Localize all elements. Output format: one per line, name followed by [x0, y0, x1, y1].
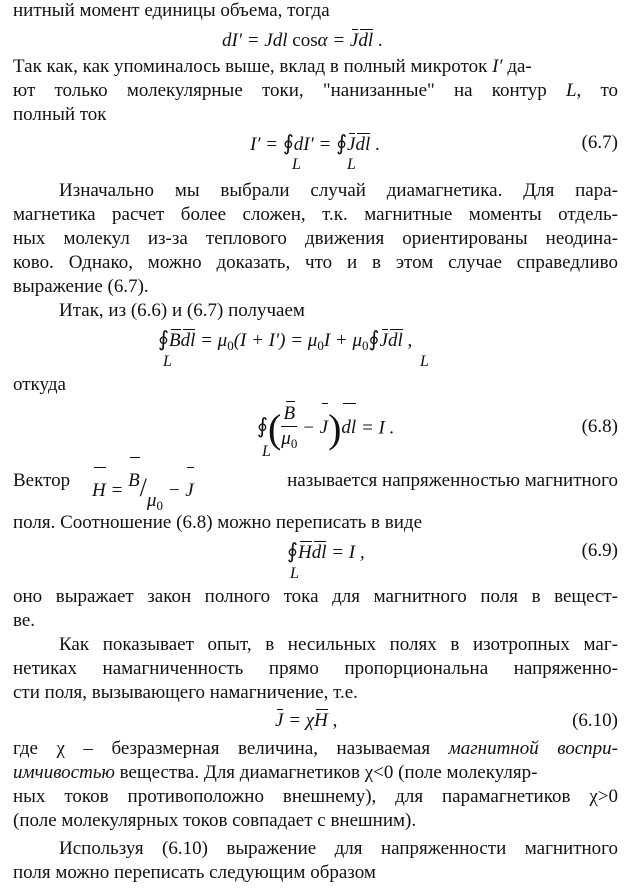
text-segment: где χ – безразмерная величина, называемая [13, 738, 431, 759]
vector-H: H [314, 710, 328, 731]
eq610-end: , [327, 710, 338, 731]
text-line: сти поля, вызывающего намагничение, т.е. [13, 682, 358, 703]
eq69-end: = I , [326, 542, 365, 563]
minus: − [162, 480, 186, 501]
text-line [13, 738, 618, 760]
text-segment: , то [576, 80, 619, 101]
vector-J: J [379, 330, 388, 351]
equation-6-7 [250, 132, 380, 156]
paren-left: ( [267, 406, 282, 451]
slash: / [139, 473, 147, 502]
text-line: (поле молекулярных токов совпадает с внешним). [13, 810, 417, 831]
mu: μ [281, 428, 291, 449]
vector-dl: dl [311, 542, 327, 563]
text-line [13, 56, 532, 78]
text-line: ных токов противоположно внешнему), для парамагнетиков χ>0 [13, 786, 618, 807]
text-line: называется напряженностью магнитного [287, 470, 618, 491]
text-line: Используя (6.10) выражение для напряженности магнитного [59, 838, 618, 859]
eq610-mid: = χ [283, 710, 315, 731]
text-segment: ют только молекулярные токи, "нанизанные" на контур [13, 80, 547, 101]
vector-J: J [347, 134, 356, 155]
equals: = [105, 480, 129, 501]
vector-J: J [349, 30, 359, 51]
contour-integral-icon: ∮ [368, 327, 380, 351]
subscript-zero: 0 [362, 338, 369, 353]
eq-full-mid: = μ [195, 330, 228, 351]
mu: μ [146, 490, 157, 511]
inline-I-prime: I′ [492, 56, 503, 77]
equation-6-10 [275, 710, 337, 732]
inline-L: L [565, 80, 577, 101]
eq-dI-rhs: α = [317, 30, 350, 51]
text-line: откуда [13, 374, 66, 395]
integral-subscript-L: L [163, 353, 172, 370]
text-line: магнетика расчет более сложен, т.к. магнитные моменты отдель- [13, 204, 618, 225]
integral-subscript-L: L [347, 156, 356, 173]
text-line: Как показывает опыт, в несильных полях в изотропных маг- [59, 634, 618, 655]
eq-full-end: , [402, 330, 413, 351]
eq67-end: . [370, 134, 380, 155]
integral-subscript-L: L [292, 156, 301, 173]
subscript-zero: 0 [227, 338, 234, 353]
equation-number: (6.8) [581, 416, 618, 437]
subscript-zero: 0 [317, 338, 324, 353]
vector-B: B [168, 330, 181, 351]
text-line: поля можно переписать следующим образом [13, 862, 376, 883]
fraction-B-over-mu0 [281, 402, 297, 456]
text-line: нитный момент единицы объема, тогда [13, 0, 330, 21]
vector-dl: dl [358, 30, 374, 51]
contour-integral-icon: ∮ [257, 414, 268, 439]
eq-dI-cos: cos [292, 30, 318, 51]
eq-dI-end: . [373, 30, 383, 51]
text-line: оно выражает закон полного тока для магнитного поля в вещест- [13, 586, 618, 607]
subscript-zero: 0 [290, 436, 298, 451]
vector-dl: dl [341, 404, 356, 452]
equation-full-current [158, 328, 412, 357]
minus: − [297, 417, 320, 439]
vector-J: J [185, 468, 193, 514]
vector-B: B [128, 458, 140, 504]
text-line: ве. [13, 610, 36, 631]
italic-term: имчивостью [13, 762, 115, 783]
text-line: Изначально мы выбрали случай диамагнетика. Для пара- [59, 180, 618, 201]
integral-subscript-L: L [290, 565, 299, 582]
text-line: нетиках намагниченность прямо пропорциональна напряженно- [13, 658, 618, 679]
text-segment: вещества. Для диамагнетиков χ<0 (поле молекуляр- [119, 762, 538, 783]
equation-6-8 [257, 402, 394, 456]
eq67-mid: dI′ = [293, 134, 337, 155]
integral-subscript-L: L [420, 353, 429, 370]
text-line [13, 80, 618, 102]
vector-H: H [297, 542, 312, 563]
vector-dl: dl [355, 134, 371, 155]
subscript-zero: 0 [156, 498, 163, 513]
italic-term: магнитной воспри- [448, 738, 618, 759]
paren-right: ) [328, 406, 342, 451]
vector-J: J [275, 710, 284, 731]
eq67-lhs: I′ = [250, 134, 283, 155]
vector-B: B [283, 403, 296, 424]
equation-number: (6.10) [572, 710, 618, 731]
vector-dl: dl [387, 330, 403, 351]
equation-6-9 [287, 540, 365, 564]
text-line [13, 762, 537, 784]
text-segment: да- [507, 56, 532, 77]
equation-number: (6.7) [581, 132, 618, 153]
contour-integral-icon: ∮ [282, 131, 294, 155]
text-segment: Так как, как упоминалось выше, вклад в полный микроток [13, 56, 488, 77]
contour-integral-icon: ∮ [336, 131, 348, 155]
eq-full-paren: (I + I′) = μ [233, 330, 318, 351]
vector-J: J [320, 404, 328, 452]
text-line: выражение (6.7). [13, 276, 149, 297]
contour-integral-icon: ∮ [158, 327, 169, 351]
text-line: поля. Соотношение (6.8) можно переписать в виде [13, 512, 423, 533]
text-line: Итак, из (6.6) и (6.7) получаем [59, 300, 305, 321]
equation-number: (6.9) [581, 540, 618, 561]
integral-subscript-L: L [262, 443, 271, 460]
eq68-end: = I . [356, 417, 395, 439]
contour-integral-icon: ∮ [287, 539, 298, 563]
text-line: ных молекул из-за теплового движения ориентированы неодина- [13, 228, 618, 249]
eq-dI-lhs: dI′ = Jdl [222, 30, 288, 51]
text-line: ково. Однако, можно доказать, что и в этом случае справедливо [13, 252, 618, 273]
vector-H: H [92, 468, 106, 514]
vector-dl: dl [180, 330, 196, 351]
eq-full-I: I + μ [323, 330, 363, 351]
equation-dI [222, 30, 383, 52]
text-line: полный ток [13, 104, 107, 125]
text-line: Вектор [13, 470, 71, 491]
